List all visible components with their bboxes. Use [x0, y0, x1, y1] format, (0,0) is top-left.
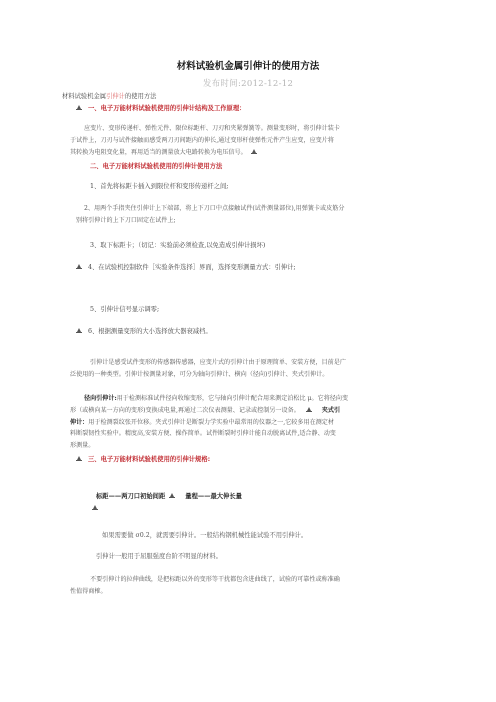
- types-paragraph: [70, 357, 346, 381]
- spec-gauge: 标距——两刀口初始间距: [96, 493, 166, 500]
- anchor-icon: [76, 456, 82, 462]
- radial-clip-paragraph: [70, 393, 348, 452]
- paragraph-line: 性值得商榷。: [70, 587, 107, 595]
- step-6-text: 6、根据测量变形的大小选择放大器衰减档。: [88, 328, 212, 335]
- step-4-text: 4、在试验机控制软件［实验条件选择］界面，选择变形测量方式：引伸计;: [88, 264, 296, 271]
- note-3: [70, 574, 340, 598]
- anchor-icon: [169, 493, 175, 499]
- section-2-heading: 二、电子万能材料试验机使用的引伸计使用方法: [90, 163, 223, 170]
- paragraph-line-text: 用于检测标准试件径向收缩变形，它与轴向引伸计配合用来测定泊松比 μ。它将径向变: [116, 395, 349, 402]
- paragraph-line: 应变片、变形传递杆、弹性元件、限位标距杆、刀刃和夹紧弹簧等。测量变形时，将引伸计装卡: [84, 125, 340, 132]
- paragraph-line: [70, 393, 348, 405]
- page-title: 材料试验机金属引伸计的使用方法: [176, 61, 320, 72]
- paragraph-line: [70, 147, 340, 159]
- anchor-icon: [76, 328, 82, 334]
- note-2: 引伸计一般用于屈服强度台阶不明显的材料。: [96, 553, 222, 560]
- spec-anchor: [92, 503, 104, 515]
- paragraph-line: [70, 417, 348, 429]
- note-1: 如果需要做 σ0.2，就需要引伸计。一般结构钢机械性能试验不用引伸计。: [102, 532, 308, 539]
- radial-label: 径向引伸计:: [84, 395, 117, 402]
- section-1-paragraph: [70, 123, 340, 158]
- clip-label-cont: 伸计：: [70, 418, 89, 426]
- anchor-icon: [251, 149, 257, 155]
- section-1-heading: [76, 103, 245, 115]
- step-2: [76, 203, 345, 227]
- spec-line: [96, 491, 242, 503]
- step-5: 5、引伸计信号显示调零;: [90, 306, 160, 313]
- paragraph-line: 2、用两个手指夹住引伸计上下端部，将上下刀口中点接触试件(试件测量部位),用弹簧卡或皮筋分: [84, 205, 345, 212]
- anchor-icon: [92, 505, 98, 511]
- paragraph-line-text: 形（或横向某一方向的变形)变换成电量,再通过二次仪表测量、记录或控制另一设备。: [70, 406, 300, 414]
- paragraph-line-text: 用于检测裂纹张开位移。夹式引伸计是断裂力学实验中最常用的仪器之一,它较多用在测定材: [88, 418, 334, 426]
- paragraph-line: 形测量。: [70, 442, 95, 450]
- paragraph-line: [70, 405, 348, 417]
- paragraph-line: 泛使用的一种类型。引伸计按测量对象，可分为轴向引伸计、横向（径向)引伸计、夹式引伸计。: [70, 370, 329, 378]
- step-3: 3、取下标距卡；（切记：实验前必须检查,以免造成引伸计损坏): [90, 242, 266, 249]
- paragraph-line: 于试件上，刀刃与试件接触而感受两刀刃间距内的伸长,通过变形杆使弹性元件产生应变，应变片将: [70, 136, 334, 144]
- anchor-icon: [76, 264, 82, 270]
- anchor-icon: [306, 407, 312, 413]
- publish-date: 发布时间:2012-12-12: [202, 79, 294, 89]
- clip-label: 夹式引: [321, 406, 341, 414]
- paragraph-line: 料断裂韧性实验中。精度高,安装方便、操作简单。试件断裂时引伸计能自动脱离试件,适合静、动变: [70, 430, 336, 438]
- anchor-icon: [76, 105, 82, 111]
- step-1: 1、首先将标距卡插入到限位杆和变形传递杆之间;: [90, 183, 229, 190]
- intro-suffix: 的使用方法: [124, 93, 157, 100]
- spec-range: 量程——最大伸长量: [185, 493, 242, 500]
- step-6: [76, 326, 212, 338]
- intro-link[interactable]: 引伸计: [106, 93, 125, 100]
- step-4: [76, 262, 296, 274]
- section-3-heading: [76, 454, 210, 466]
- section-1-heading-text: 一、电子万能材料试验机使用的引伸计结构及工作原理：: [88, 105, 246, 112]
- paragraph-line: 不要引伸计的拉伸曲线，是把标距以外的变形等干扰都包含进曲线了，试验的可靠性或称准确: [90, 576, 340, 583]
- paragraph-line: 引伸计是感受试件变形的传感器传感器，应变片式的引伸计由于原理简单、安装方便，目前是广: [90, 359, 346, 366]
- intro-line: [62, 91, 156, 103]
- paragraph-line: 别将引伸计的上下刀口固定在试件上;: [76, 216, 176, 224]
- paragraph-line-text: 其转换为电阻变化量，再用适当的测量放大电路转换为电压信号。: [70, 148, 247, 156]
- section-3-heading-text: 三、电子万能材料试验机使用的引伸计规格:: [88, 456, 211, 463]
- intro-prefix: 材料试验机金属: [62, 93, 107, 100]
